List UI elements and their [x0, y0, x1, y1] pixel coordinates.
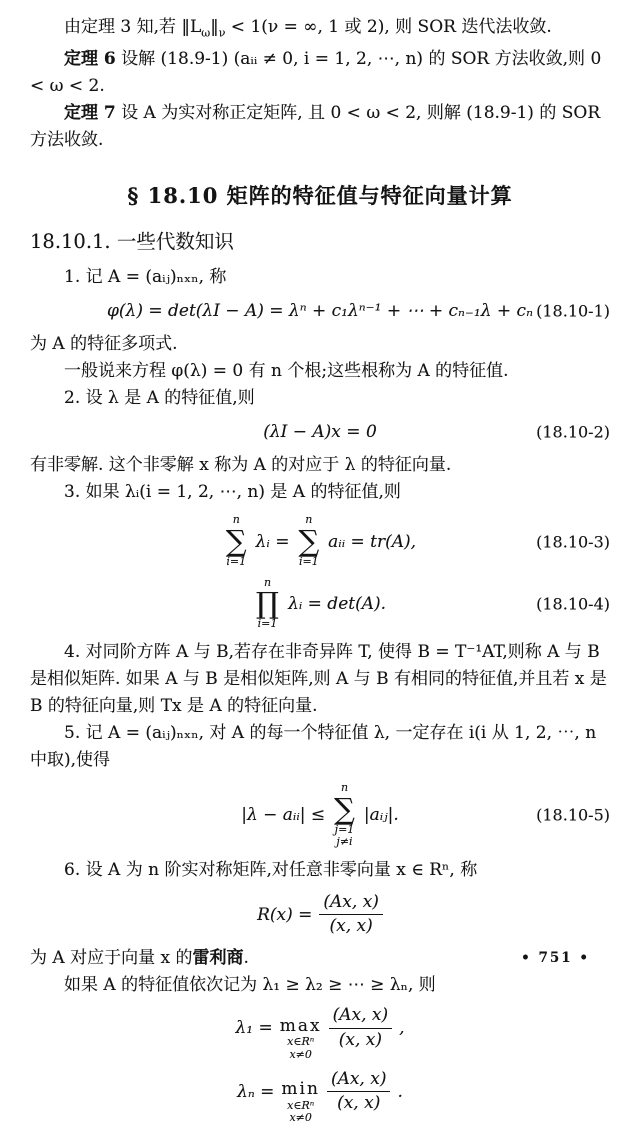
norm-expression-close: ‖	[210, 17, 219, 37]
pi-icon: ∏	[255, 586, 280, 621]
item-3-text: 3. 如果 λᵢ(i = 1, 2, ⋯, n) 是 A 的特征值,则	[64, 482, 401, 503]
lambda-max-body	[235, 1005, 405, 1061]
fraction-denominator: (x, x)	[338, 1029, 382, 1050]
paragraph-theorem-7	[30, 100, 610, 154]
equation-18-10-5	[30, 782, 610, 849]
paragraph-intro	[30, 14, 610, 46]
equation-18-10-4	[30, 577, 610, 631]
eigenvalue-order-line: 如果 A 的特征值依次记为 λ₁ ≥ λ₂ ≥ ⋯ ≥ λₙ, 则	[64, 975, 436, 996]
product-upper-limit: n	[263, 575, 272, 589]
equation-term: λᵢ =	[255, 531, 290, 552]
equation-18-10-5-number: (18.10-5)	[536, 805, 610, 825]
fraction	[327, 1069, 391, 1115]
fraction-numerator: (Ax, x)	[319, 892, 383, 915]
sum-upper-limit: n	[340, 780, 349, 794]
theorem-6-text: 设解 (18.9-1) (aᵢᵢ ≠ 0, i = 1, 2, ⋯, n) 的 SOR 方法收敛,则 0 < ω < 2.	[30, 49, 602, 97]
item-5-text: 5. 记 A = (aᵢⱼ)ₙₓₙ, 对 A 的每一个特征值 λ, 一定存在 i(i 从 1, 2, ⋯, n 中取),使得	[30, 722, 597, 770]
fraction	[329, 1005, 393, 1051]
item-6-text: 6. 设 A 为 n 阶实对称矩阵,对任意非零向量 x ∈ Rⁿ, 称	[64, 859, 478, 880]
max-condition-2: x≠0	[289, 1047, 312, 1061]
after-text-2: .	[243, 948, 249, 969]
product-lower-limit: i=1	[257, 617, 278, 631]
item-1-note: 一般说来方程 φ(λ) = 0 有 n 个根;这些根称为 A 的特征值.	[64, 361, 509, 382]
theorem-6-label: 定理 6	[64, 49, 116, 70]
sum-upper-limit: n	[305, 513, 313, 527]
equation-tail: .	[397, 1081, 403, 1102]
rayleigh-quotient-equation	[30, 892, 610, 938]
equation-18-10-2	[30, 417, 610, 447]
lambda-max-equation	[30, 1005, 610, 1061]
item-1-text: 1. 记 A = (aᵢⱼ)ₙₓₙ, 称	[64, 267, 227, 288]
sum-upper-limit: n	[232, 513, 240, 527]
equation-lhs: R(x) =	[257, 904, 313, 925]
theorem-7-label: 定理 7	[64, 103, 116, 124]
subsection-heading: 18.10.1. 一些代数知识	[30, 230, 234, 254]
equation-18-10-1-body: φ(λ) = det(λI − A) = λⁿ + c₁λⁿ⁻¹ + ⋯ + cₙ₋₁λ + cₙ	[107, 301, 533, 322]
min-condition-1: x∈Rⁿ	[287, 1098, 315, 1112]
sum-lower-limit-1: j=1	[334, 822, 355, 836]
theorem-7-text: 设 A 为实对称正定矩阵, 且 0 < ω < 2, 则解 (18.9-1) 的 SOR 方法收敛.	[30, 103, 601, 151]
lambda-min-body	[237, 1068, 403, 1125]
sigma-icon: ∑	[298, 524, 320, 559]
equation-lhs: λ₁ =	[235, 1018, 273, 1039]
sigma-icon: ∑	[225, 524, 247, 559]
equation-18-10-5-body	[241, 782, 399, 849]
page-number: • 751 •	[521, 950, 590, 966]
equation-18-10-4-number: (18.10-4)	[536, 594, 610, 614]
sum-operator	[334, 782, 355, 849]
sum-lower-limit: i=1	[226, 555, 247, 569]
sigma-icon: ∑	[334, 791, 355, 826]
max-label: max	[279, 1015, 322, 1036]
rayleigh-term-bold: 雷利商	[192, 948, 244, 969]
sum-operator	[226, 514, 247, 568]
equation-18-10-3-number: (18.10-3)	[536, 532, 610, 552]
item-2-text: 2. 设 λ 是 A 的特征值,则	[64, 388, 255, 409]
paragraph-theorem-6	[30, 46, 610, 100]
lambda-min-equation	[30, 1068, 610, 1125]
equation-18-10-2-number: (18.10-2)	[536, 422, 610, 442]
sum-operator	[298, 514, 319, 568]
fraction-denominator: (x, x)	[337, 1093, 381, 1114]
intro-text-2: < 1(ν = ∞, 1 或 2), 则 SOR 迭代法收敛.	[225, 17, 552, 37]
rayleigh-equation-body	[257, 892, 383, 938]
norm-expression-open: ‖L	[181, 17, 202, 37]
min-condition-2: x≠0	[289, 1111, 312, 1125]
equation-lhs: |λ − aᵢᵢ| ≤	[241, 805, 326, 826]
section-heading: § 18.10 矩阵的特征值与特征向量计算	[127, 183, 513, 209]
equation-tail: ,	[399, 1018, 405, 1039]
fraction	[319, 892, 383, 938]
fraction-denominator: (x, x)	[329, 916, 373, 937]
after-text-1: 为 A 对应于向量 x 的	[30, 948, 193, 969]
equation-rhs: |aᵢⱼ|.	[363, 805, 399, 826]
equation-18-10-1	[30, 296, 610, 326]
equation-18-10-3	[30, 514, 610, 568]
min-label: min	[281, 1079, 320, 1100]
equation-18-10-3-body	[224, 514, 416, 568]
item-4-text: 4. 对同阶方阵 A 与 B,若存在非奇异阵 T, 使得 B = T⁻¹AT,则称 A 与 B 是相似矩阵. 如果 A 与 B 是相似矩阵,则 A 与 B 有相同的特征值,并且若 x 是 B 的特征向量,则 Tx 是 A 的特征向量.	[30, 641, 607, 716]
fraction-numerator: (Ax, x)	[327, 1069, 391, 1092]
equation-lhs: λₙ =	[237, 1081, 275, 1102]
max-operator	[280, 1017, 322, 1062]
product-operator	[256, 577, 279, 631]
item-1-after: 为 A 的特征多项式.	[30, 334, 178, 355]
item-2-after: 有非零解. 这个非零解 x 称为 A 的对应于 λ 的特征向量.	[30, 455, 452, 476]
sum-lower-limit: i=1	[298, 555, 319, 569]
equation-term: aᵢᵢ = tr(A),	[328, 531, 417, 552]
equation-18-10-2-body: (λI − A)x = 0	[263, 422, 377, 443]
equation-18-10-4-body	[254, 577, 386, 631]
intro-text-1: 由定理 3 知,若	[64, 17, 182, 37]
max-condition-1: x∈Rⁿ	[287, 1035, 315, 1049]
equation-18-10-1-number: (18.10-1)	[536, 301, 610, 321]
norm-subscript-nu: ν	[218, 26, 226, 40]
min-operator	[281, 1080, 320, 1125]
equation-term: λᵢ = det(A).	[288, 593, 387, 614]
fraction-numerator: (Ax, x)	[329, 1005, 393, 1028]
sum-lower-limit-2: j≠i	[336, 835, 353, 849]
norm-subscript-omega: ω	[201, 26, 211, 40]
